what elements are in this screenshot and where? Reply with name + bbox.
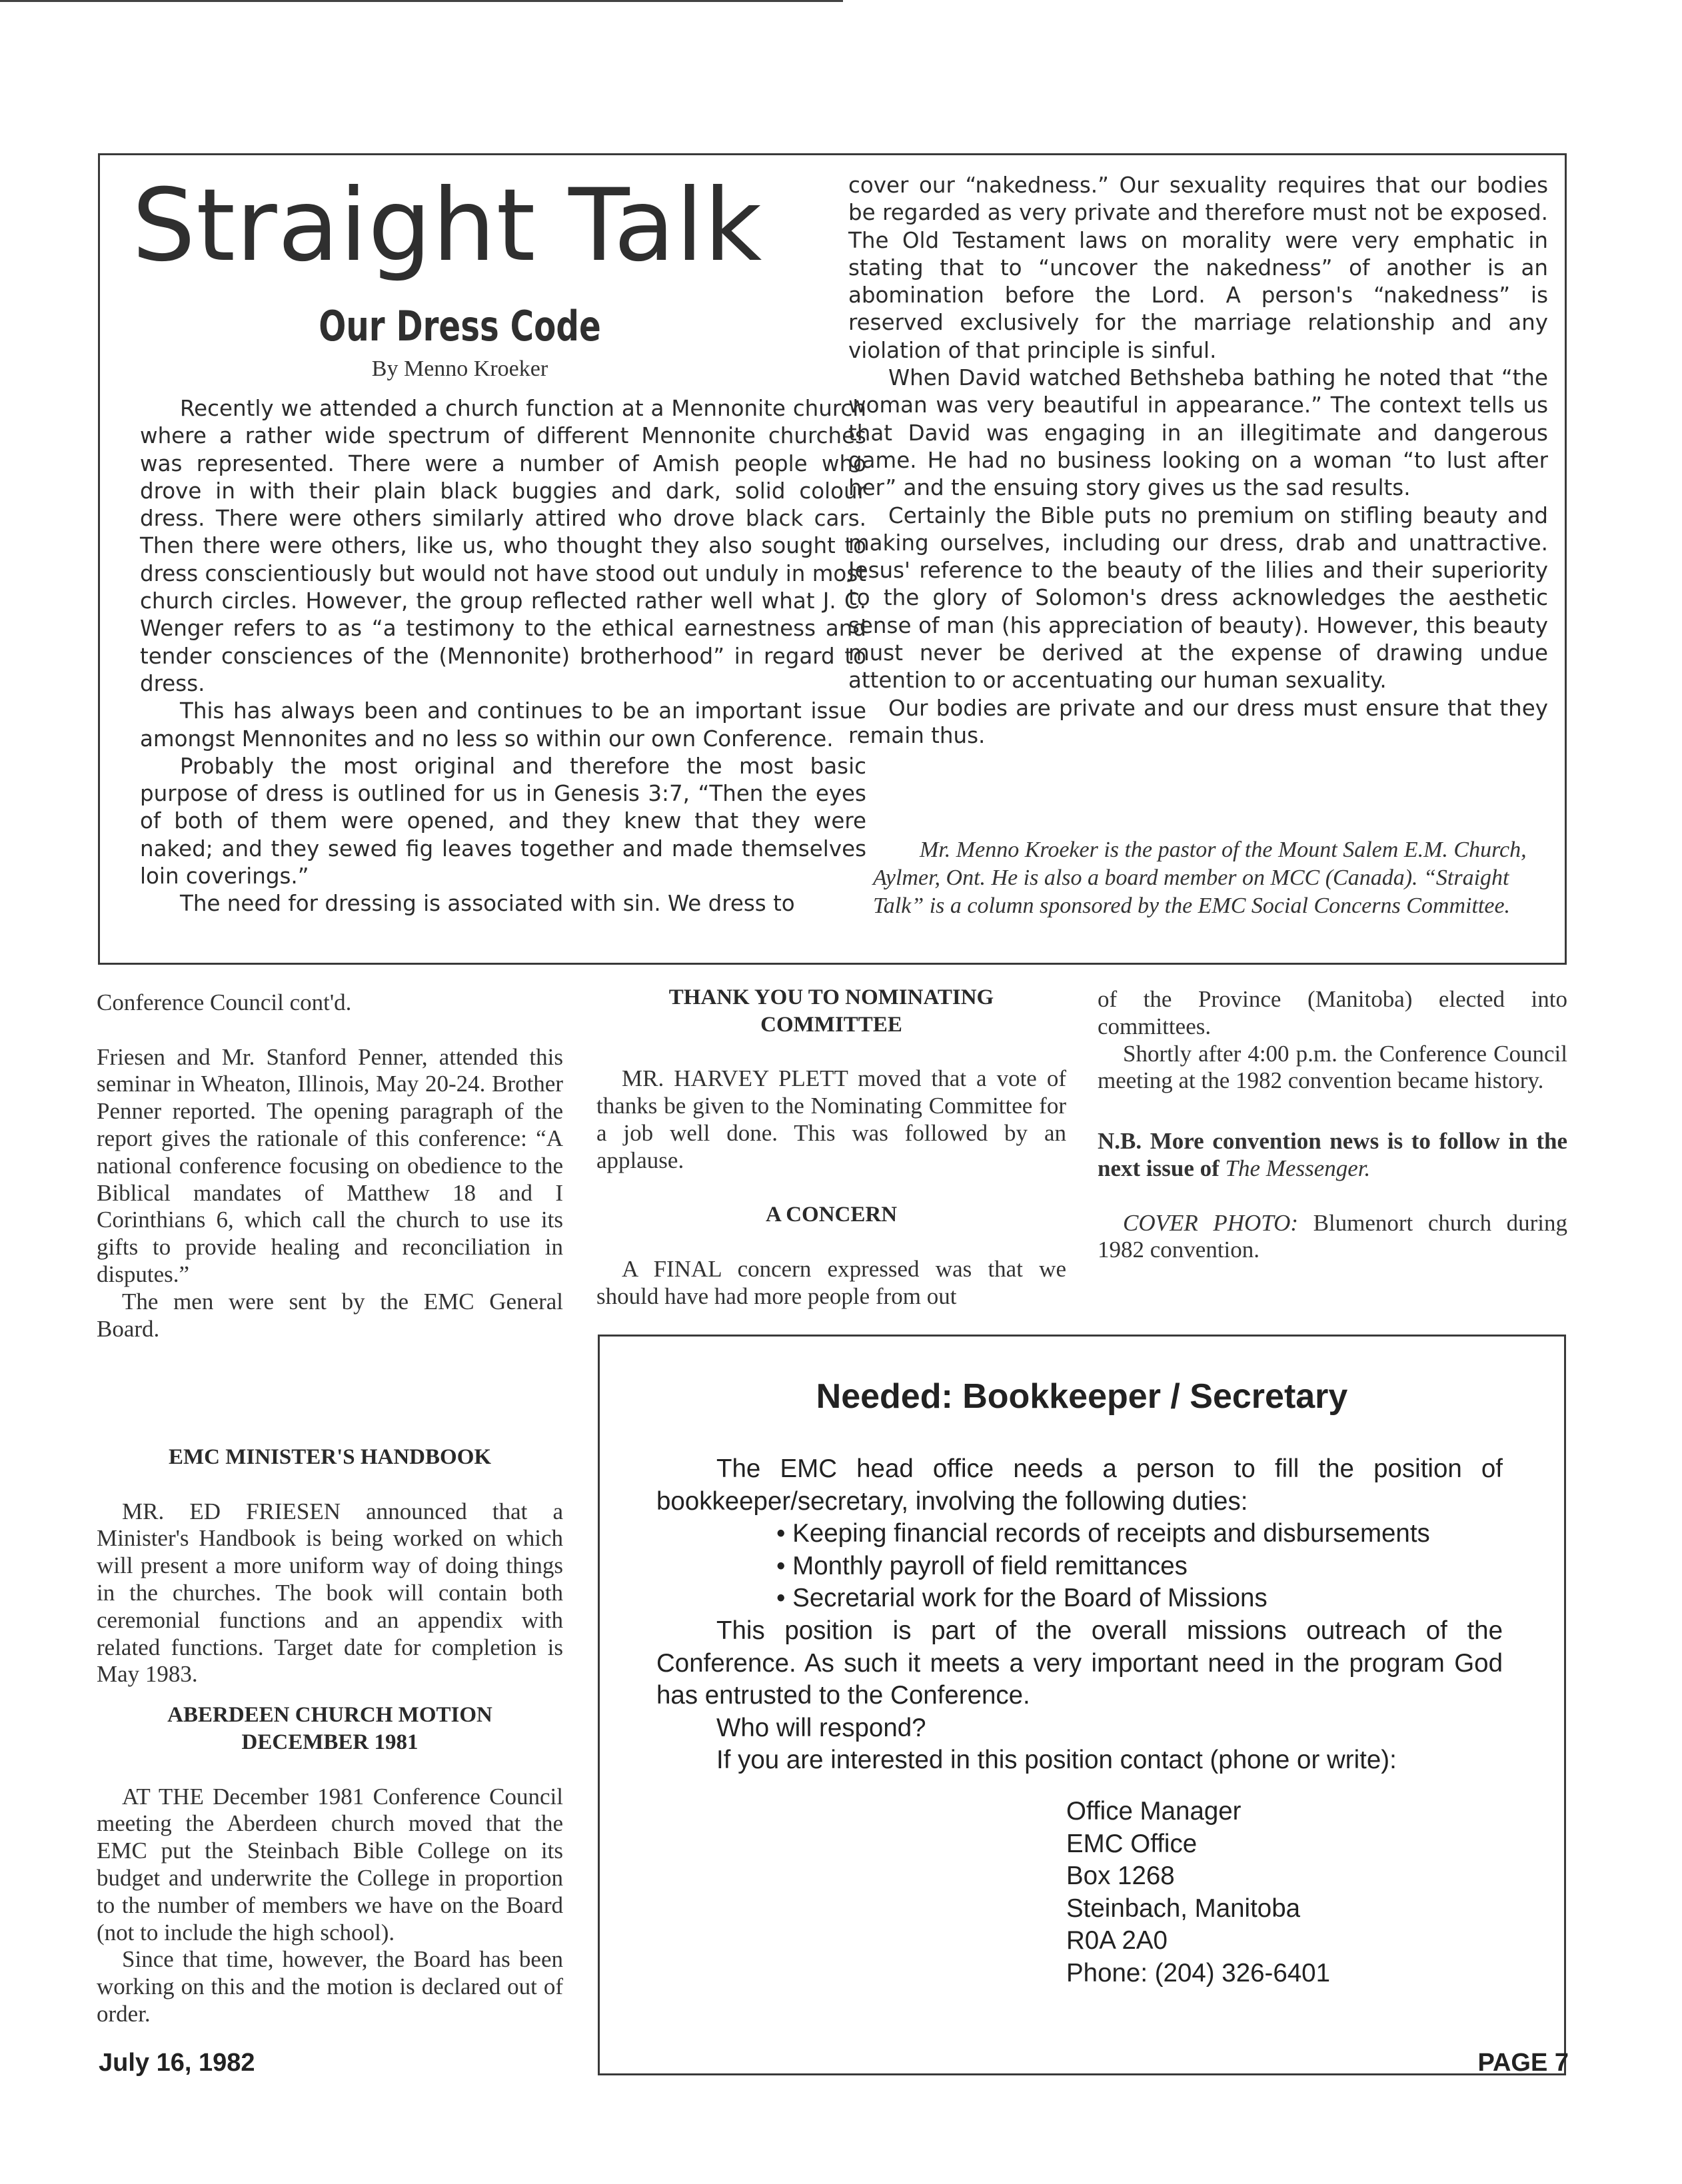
- history-column: [1098, 986, 1567, 1264]
- article-paragraph: Our bodies are private and our dress must ensure that they remain thus.: [848, 695, 1548, 748]
- concern-text: A FINAL concern expressed was that we should have had more people from out: [596, 1255, 1066, 1309]
- aberdeen-heading-date: DECEMBER 1981: [241, 1730, 419, 1754]
- article-paragraph: cover our “nakedness.” Our sexuality requires that our bodies be regarded as very private and therefore must not be exposed. The Old Testament laws on morality were very emphatic in stating that to “uncover the nakedness” of another is an abomination before the Lord. A person's “nakedness” is reserved exclusively for the marriage relationship and any violation of that principle is sinful.: [848, 173, 1548, 363]
- thanks-text: MR. HARVEY PLETT moved that a vote of thanks be given to the Nominating Committee for a job well done. This was followed by an applause.: [596, 1065, 1066, 1173]
- history-text: Shortly after 4:00 p.m. the Conference Council meeting at the 1982 convention became history.: [1098, 1040, 1567, 1094]
- issue-date: July 16, 1982: [99, 2049, 255, 2077]
- council-paragraph: The men were sent by the EMC General Board.: [97, 1288, 563, 1342]
- phone-line: Phone: (204) 326-6401: [1066, 1958, 1330, 1987]
- straight-talk-left-column: [140, 395, 866, 918]
- byline: By Menno Kroeker: [371, 356, 548, 381]
- address-line: Box 1268: [1066, 1862, 1175, 1891]
- thanks-heading: THANK YOU TO NOMINATING: [668, 985, 994, 1009]
- duty-item: • Secretarial work for the Board of Missions: [776, 1584, 1267, 1613]
- nb-note: [1098, 1128, 1567, 1183]
- page-number: PAGE 7: [1477, 2049, 1569, 2077]
- aberdeen-text: AT THE December 1981 Conference Council meeting the Aberdeen church moved that the EMC put the Steinbach Bible College on its budget and underwrite the College in proportion to the number of members we have on the Board (not to include the high school).: [97, 1783, 563, 1945]
- position-text: This position is part of the overall missions outreach of the Conference. As such it meets a very important need in the program God has entrusted to the Conference.: [656, 1616, 1503, 1710]
- article-subtitle: Our Dress Code: [319, 302, 601, 350]
- concern-heading: A CONCERN: [765, 1203, 898, 1227]
- cover-photo-label: COVER PHOTO:: [1123, 1209, 1299, 1236]
- province-text: of the Province (Manitoba) elected into committees.: [1098, 986, 1567, 1039]
- nominating-column: [596, 984, 1066, 1311]
- continued-label: Conference Council cont'd.: [97, 989, 352, 1015]
- address-line: Office Manager: [1066, 1796, 1242, 1826]
- column-title: Straight Talk: [132, 168, 763, 284]
- nb-note-text: N.B. More convention news is to follow in the next issue of: [1098, 1128, 1567, 1181]
- publication-name: The Messenger.: [1225, 1155, 1371, 1181]
- address-line: EMC Office: [1066, 1829, 1198, 1858]
- straight-talk-box: [98, 153, 1567, 965]
- article-paragraph: The need for dressing is associated with sin. We dress to: [180, 891, 795, 917]
- cover-photo-caption: [1098, 1210, 1567, 1265]
- ad-title: Needed: Bookkeeper / Secretary: [816, 1377, 1348, 1416]
- article-paragraph: When David watched Bethsheba bathing he noted that “the woman was very beautiful in appearance.” The context tells us that David was engaging in an illegitimate and dangerous game. He had no business looking on a woman “to lust after her” and the ensuing story gives us the sad results.: [848, 365, 1548, 501]
- address-line: Steinbach, Manitoba: [1066, 1894, 1301, 1923]
- article-paragraph: Recently we attended a church function at a Mennonite church where a rather wide spectrum of different Mennonite churches was represented. There were a number of Amish people who drove in with their plain black buggies and dark, solid colour dress. There were others similarly attired who drove black cars. Then there were others, like us, who thought they also sought to dress conscientiously but would not have stood out unduly in most church circles. However, the group reflected rather well what J. C. Wenger refers to as “a testimony to the ethical earnestness and tender consciences of the (Mennonite) brotherhood” in regard to dress.: [140, 396, 866, 696]
- duty-item: • Keeping financial records of receipts and disbursements: [776, 1519, 1430, 1548]
- straight-talk-right-column: [848, 172, 1548, 750]
- question-text: Who will respond?: [716, 1713, 926, 1742]
- article-paragraph: This has always been and continues to be an important issue amongst Mennonites and no less so within our own Conference.: [140, 698, 866, 752]
- duty-item: • Monthly payroll of field remittances: [776, 1551, 1188, 1580]
- address-line: R0A 2A0: [1066, 1926, 1168, 1955]
- handbook-heading: EMC MINISTER'S HANDBOOK: [168, 1445, 492, 1469]
- author-note: Mr. Menno Kroeker is the pastor of the Mount Salem E.M. Church, Aylmer, Ont. He is also a board member on MCC (Canada). “Straight Talk” is a column sponsored by the EMC Social Concerns Committee.: [873, 837, 1527, 918]
- job-ad-box: [598, 1335, 1566, 2075]
- article-paragraph: Probably the most original and therefore the most basic purpose of dress is outlined for us in Genesis 3:7, “Then the eyes of both of them were opened, and they knew that they were naked; and they sewed fig leaves together and made themselves loin coverings.”: [140, 753, 866, 889]
- contact-intro: If you are interested in this position contact (phone or write):: [716, 1746, 1397, 1775]
- council-paragraph: Friesen and Mr. Stanford Penner, attended this seminar in Wheaton, Illinois, May 20-24. Brother Penner reported. The opening paragraph of the report gives the rationale of this conference: “A national conference focusing on obedience to the Biblical mandates of Matthew 18 and I Corinthians 6, which call the church to use its gifts to provide healing and reconciliation in disputes.”: [97, 1043, 563, 1287]
- ad-intro: The EMC head office needs a person to fill the position of bookkeeper/secretary, involving the following duties:: [656, 1454, 1503, 1516]
- handbook-text: MR. ED FRIESEN announced that a Minister's Handbook is being worked on which will present a more uniform way of doing things in the churches. The book will contain both ceremonial functions and an appendix with related functions. Target date for completion is May 1983.: [97, 1498, 563, 1688]
- top-rule: [0, 0, 843, 2]
- ad-body: [656, 1453, 1503, 1990]
- thanks-heading-line2: COMMITTEE: [760, 1012, 902, 1037]
- cover-photo-text: Blumenort church during 1982 convention.: [1098, 1209, 1567, 1263]
- article-paragraph: Certainly the Bible puts no premium on stifling beauty and making ourselves, including our dress, drab and unattractive. Jesus' reference to the beauty of the lilies and their superiority to the glory of Solomon's dress acknowledges the aesthetic sense of man (his appreciation of beauty). However, this beauty must never be derived at the expense of drawing undue attention to or accentuating our human sexuality.: [848, 502, 1548, 694]
- aberdeen-heading: ABERDEEN CHURCH MOTION: [167, 1703, 492, 1728]
- handbook-column: [97, 1444, 563, 2028]
- aberdeen-text: Since that time, however, the Board has been working on this and the motion is declared out of order.: [97, 1946, 563, 2027]
- conference-council-column: [97, 989, 563, 1343]
